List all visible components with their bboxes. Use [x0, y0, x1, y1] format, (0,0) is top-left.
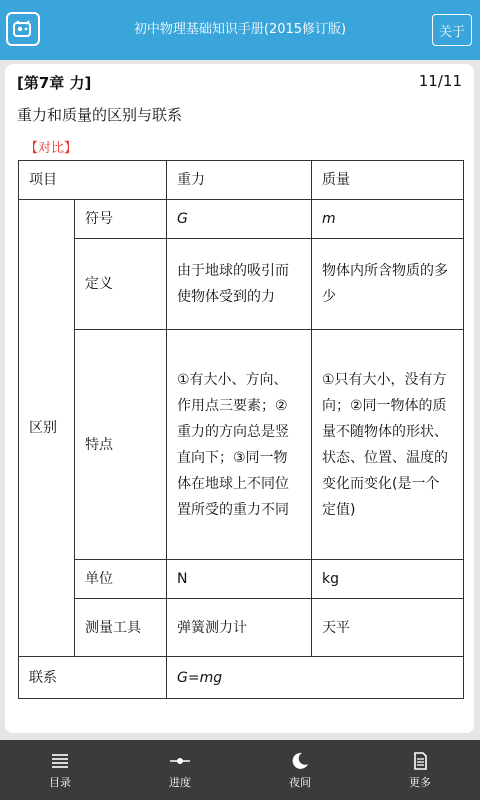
relation-row [19, 657, 464, 699]
nav-progress-label: 进度 [169, 776, 191, 789]
list-icon [50, 752, 70, 770]
gravity-cell: 弹簧测力计 [167, 599, 312, 657]
table-row [19, 599, 464, 657]
row-label: 测量工具 [75, 599, 167, 657]
mass-cell: 物体内所含物质的多少 [312, 239, 464, 330]
app-title: 初中物理基础知识手册(2015修订版) [133, 22, 347, 37]
table-row [19, 200, 464, 239]
header-mass: 质量 [312, 161, 464, 200]
comparison-table [18, 160, 464, 699]
slider-icon [170, 752, 190, 770]
header-gravity: 重力 [167, 161, 312, 200]
nav-night-label: 夜间 [289, 776, 311, 789]
nav-progress[interactable] [150, 740, 210, 800]
section-heading: 重力和质量的区别与联系 [17, 106, 183, 124]
header-item: 项目 [19, 161, 167, 200]
app-logo-icon[interactable] [6, 12, 40, 46]
gravity-cell: N [167, 560, 312, 599]
group-label-difference: 区别 [19, 200, 75, 657]
mass-cell: ①只有大小，没有方向；②同一物体的质量不随物体的形状、状态、位置、温度的变化而变化(是一个定值) [312, 330, 464, 560]
relation-label: 联系 [19, 657, 167, 699]
top-bar [0, 0, 480, 60]
chapter-title: [第7章 力] [17, 74, 92, 92]
nav-contents[interactable] [30, 740, 90, 800]
table-row [19, 330, 464, 560]
row-label: 特点 [75, 330, 167, 560]
relation-formula: G=mg [167, 657, 464, 699]
mass-cell: kg [312, 560, 464, 599]
table-row [19, 239, 464, 330]
table-row [19, 560, 464, 599]
content-area [0, 60, 480, 740]
row-label: 单位 [75, 560, 167, 599]
nav-contents-label: 目录 [49, 776, 71, 789]
about-button[interactable]: 关于 [432, 14, 472, 46]
bottom-nav [0, 740, 480, 800]
nav-more-label: 更多 [409, 776, 431, 789]
mass-cell: m [312, 200, 464, 239]
reading-page[interactable] [5, 64, 474, 733]
mass-cell: 天平 [312, 599, 464, 657]
gravity-cell: 由于地球的吸引而使物体受到的力 [167, 239, 312, 330]
nav-more[interactable] [390, 740, 450, 800]
gravity-cell: G [167, 200, 312, 239]
document-icon [410, 752, 430, 770]
table-header-row [19, 161, 464, 200]
row-label: 定义 [75, 239, 167, 330]
moon-icon [290, 752, 310, 770]
comparison-tag: 【对比】 [25, 141, 78, 156]
row-label: 符号 [75, 200, 167, 239]
nav-night[interactable] [270, 740, 330, 800]
page-number: 11/11 [418, 72, 462, 90]
gravity-cell: ①有大小、方向、作用点三要素；②重力的方向总是竖直向下；③同一物体在地球上不同位置所受的重力不同 [167, 330, 312, 560]
